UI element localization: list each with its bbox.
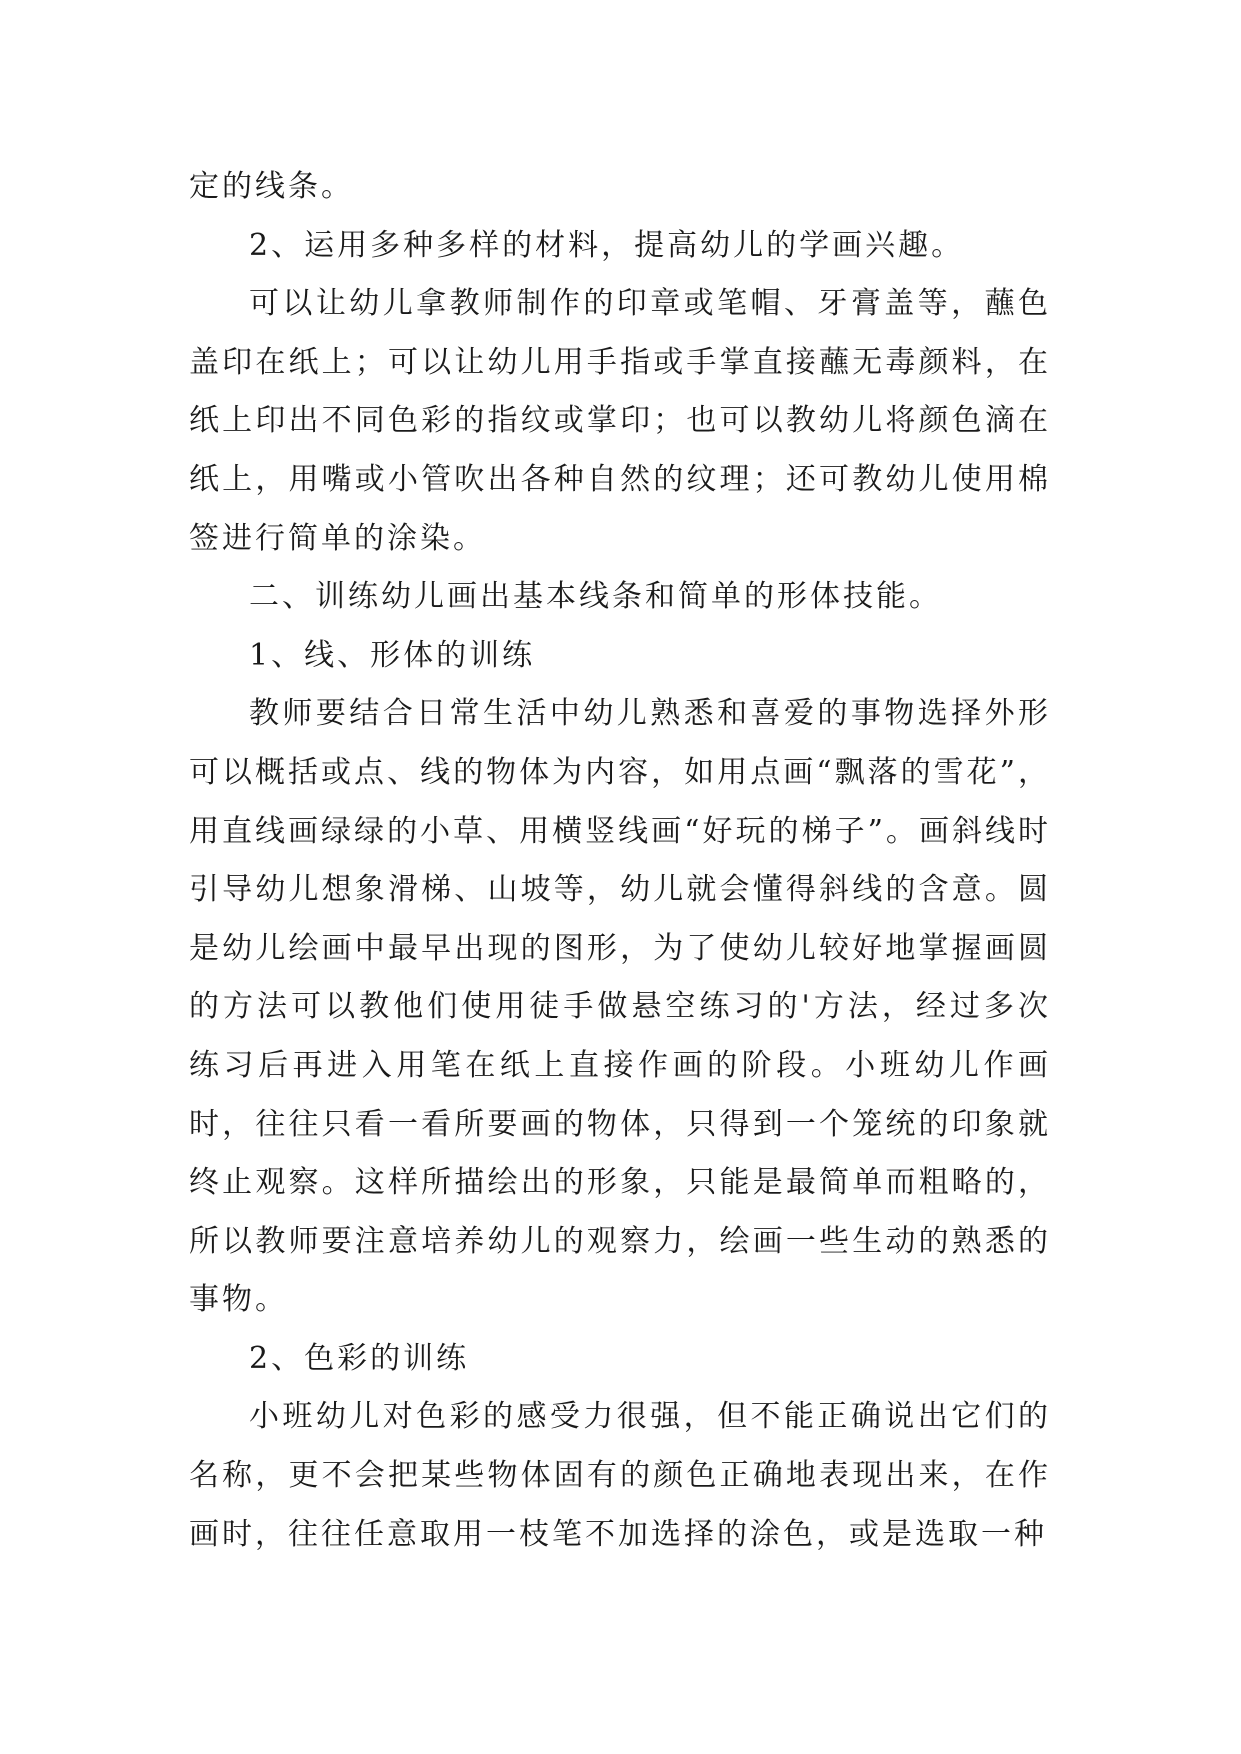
- subheading-color: 2、色彩的训练: [249, 1340, 470, 1376]
- paragraph-continuation: 定的线条。: [189, 169, 354, 204]
- paragraph-materials: 可以让幼儿拿教师制作的印章或笔帽、牙膏盖等，蘸色盖印在纸上；可以让幼儿用手指或手掌直接蘸无毒颜料，在纸上印出不同色彩的指纹或掌印；也可以教幼儿将颜色滴在纸上，用嘴或小管吹出各种自然的纹理；还可教幼儿使用棉签进行简单的涂染。: [189, 286, 1051, 556]
- subheading-materials: 2、运用多种多样的材料，提高幼儿的学画兴趣。: [249, 227, 965, 263]
- document-body: [189, 158, 1051, 1564]
- paragraph-color: 小班幼儿对色彩的感受力很强，但不能正确说出它们的名称，更不会把某些物体固有的颜色正确地表现出来，在作画时，往往任意取用一枝笔不加选择的涂色，或是选取一种: [189, 1399, 1051, 1552]
- subheading-line-shape: 1、线、形体的训练: [249, 637, 536, 673]
- paragraph-line-shape: 教师要结合日常生活中幼儿熟悉和喜爱的事物选择外形可以概括或点、线的物体为内容，如用点画“飘落的雪花”，用直线画绿绿的小草、用横竖线画“好玩的梯子”。画斜线时引导幼儿想象滑梯、山坡等，幼儿就会懂得斜线的含意。圆是幼儿绘画中最早出现的图形，为了使幼儿较好地掌握画圆的方法可以教他们使用徒手做悬空练习的'方法，经过多次练习后再进入用笔在纸上直接作画的阶段。小班幼儿作画时，往往只看一看所要画的物体，只得到一个笼统的印象就终止观察。这样所描绘出的形象，只能是最简单而粗略的，所以教师要注意培养幼儿的观察力，绘画一些生动的熟悉的事物。: [189, 696, 1051, 1318]
- heading-section-two: 二、训练幼儿画出基本线条和简单的形体技能。: [249, 579, 942, 615]
